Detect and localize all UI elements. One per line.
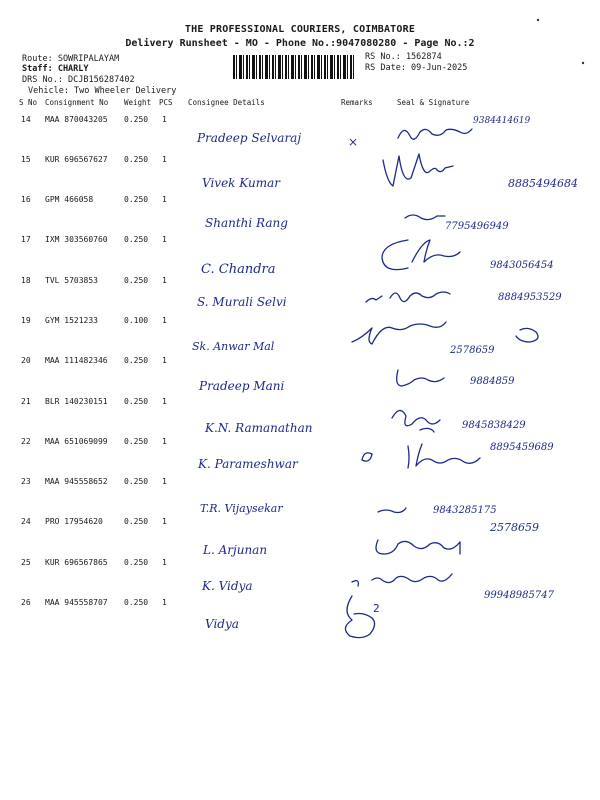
row-weight: 0.250: [124, 195, 149, 204]
row-pcs: 1: [162, 235, 167, 244]
signature-phone-handwritten: 2578659: [450, 345, 495, 356]
row-sno: 17: [21, 235, 31, 244]
row-consignment: MAA 651069099: [45, 437, 108, 446]
row-pcs: 1: [162, 397, 167, 406]
staff-label: Staff: CHARLY: [22, 64, 89, 74]
row-weight: 0.250: [124, 598, 149, 607]
col-sno: S No: [19, 98, 38, 107]
signature-number-two: 2: [373, 602, 380, 615]
col-weight: Weight: [124, 98, 152, 107]
vehicle-label: Vehicle: Two Wheeler Delivery: [28, 86, 177, 96]
consignee-name-handwritten: K. Parameshwar: [198, 457, 298, 471]
row-pcs: 1: [162, 316, 167, 325]
row-weight: 0.250: [124, 155, 149, 164]
row-sno: 24: [21, 517, 31, 526]
signature-phone-handwritten: 8895459689: [490, 442, 554, 453]
runsheet-subtitle: Delivery Runsheet - MO - Phone No.:9047080280 - Page No.:2: [125, 38, 475, 49]
consignee-name-handwritten: L. Arjunan: [203, 543, 268, 557]
row-consignment: MAA 870043205: [45, 115, 108, 124]
row-pcs: 1: [162, 598, 167, 607]
row-sno: 19: [21, 316, 31, 325]
row-pcs: 1: [162, 437, 167, 446]
row-consignment: KUR 696567627: [45, 155, 108, 164]
row-weight: 0.250: [124, 517, 149, 526]
row-weight: 0.250: [124, 477, 149, 486]
row-consignment: TVL 5703853: [45, 276, 98, 285]
consignee-name-handwritten: Sk. Anwar Mal: [192, 340, 275, 353]
signature-phone-handwritten: 8884953529: [498, 292, 562, 303]
col-pcs: PCS: [159, 98, 173, 107]
signature-phone-handwritten: 9384414619: [473, 116, 531, 126]
row-weight: 0.250: [124, 558, 149, 567]
row-consignment: BLR 140230151: [45, 397, 108, 406]
row-pcs: 1: [162, 276, 167, 285]
rs-date: RS Date: 09-Jun-2025: [365, 63, 468, 73]
row-consignment: MAA 945558707: [45, 598, 108, 607]
signature-phone-handwritten: 9843285175: [433, 505, 497, 516]
row-pcs: 1: [162, 195, 167, 204]
row-weight: 0.250: [124, 115, 149, 124]
row-pcs: 1: [162, 115, 167, 124]
row-sno: 14: [21, 115, 31, 124]
row-consignment: MAA 111482346: [45, 356, 108, 365]
consignee-name-handwritten: Pradeep Mani: [199, 379, 285, 393]
row-weight: 0.250: [124, 356, 149, 365]
drs-number: DRS No.: DCJB156287402: [22, 75, 135, 85]
row-sno: 26: [21, 598, 31, 607]
row-weight: 0.250: [124, 437, 149, 446]
signature-phone-handwritten: 99948985747: [484, 590, 554, 601]
row-pcs: 1: [162, 356, 167, 365]
row-sno: 16: [21, 195, 31, 204]
consignee-name-handwritten: K.N. Ramanathan: [205, 421, 313, 435]
col-seal-signature: Seal & Signature: [397, 98, 470, 107]
row-weight: 0.100: [124, 316, 149, 325]
remark-mark: ×: [348, 135, 359, 149]
company-title: THE PROFESSIONAL COURIERS, COIMBATORE: [184, 24, 416, 35]
consignee-name-handwritten: T.R. Vijaysekar: [200, 502, 283, 515]
consignee-name-handwritten: Shanthi Rang: [205, 216, 288, 230]
consignee-name-handwritten: S. Murali Selvi: [197, 295, 287, 309]
consignee-name-handwritten: C. Chandra: [201, 262, 276, 277]
row-consignment: KUR 696567865: [45, 558, 108, 567]
row-pcs: 1: [162, 477, 167, 486]
row-consignment: MAA 945558652: [45, 477, 108, 486]
signature-phone-handwritten: 8885494684: [508, 177, 578, 190]
row-consignment: GPM 466058: [45, 195, 94, 204]
signature-phone-handwritten: 2578659: [490, 521, 539, 534]
consignee-name-handwritten: Vidya: [205, 617, 239, 631]
row-consignment: GYM 1521233: [45, 316, 98, 325]
row-sno: 25: [21, 558, 31, 567]
signature-phone-handwritten: 9884859: [470, 376, 515, 387]
row-consignment: PRO 17954620: [45, 517, 103, 526]
row-pcs: 1: [162, 155, 167, 164]
consignee-name-handwritten: Pradeep Selvaraj: [197, 131, 302, 145]
route-label: Route: SOWRIPALAYAM: [22, 54, 120, 64]
punch-mark: [537, 19, 539, 21]
row-weight: 0.250: [124, 235, 149, 244]
row-sno: 21: [21, 397, 31, 406]
signature-phone-handwritten: 9845838429: [462, 420, 526, 431]
consignee-name-handwritten: K. Vidya: [202, 579, 253, 593]
signature-phone-handwritten: 7795496949: [445, 221, 509, 232]
row-sno: 20: [21, 356, 31, 365]
row-sno: 23: [21, 477, 31, 486]
row-pcs: 1: [162, 558, 167, 567]
col-consignee: Consignee Details: [188, 98, 265, 107]
consignee-name-handwritten: Vivek Kumar: [202, 176, 280, 190]
punch-mark: [582, 62, 584, 64]
col-remarks: Remarks: [341, 98, 373, 107]
rs-number: RS No.: 1562874: [365, 52, 442, 62]
row-sno: 22: [21, 437, 31, 446]
row-weight: 0.250: [124, 397, 149, 406]
col-consignment: Consignment No: [45, 98, 109, 107]
row-sno: 15: [21, 155, 31, 164]
row-pcs: 1: [162, 517, 167, 526]
row-consignment: IXM 303560760: [45, 235, 108, 244]
row-sno: 18: [21, 276, 31, 285]
row-weight: 0.250: [124, 276, 149, 285]
signature-phone-handwritten: 9843056454: [490, 260, 554, 271]
